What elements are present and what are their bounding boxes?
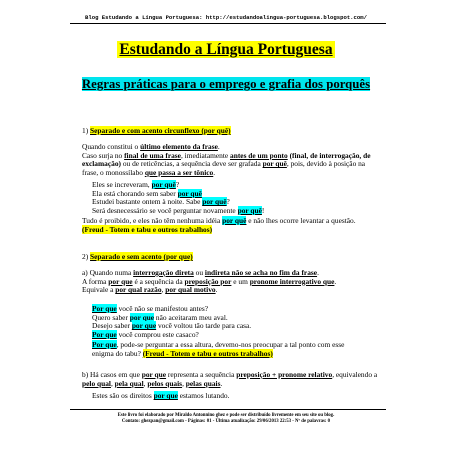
section1-heading: 1) Separado e com acento circunflexo (por quê) (82, 126, 231, 135)
page-subtitle: Regras práticas para o emprego e grafia dos porquês (81, 77, 371, 91)
list-item: Quero saber por que não aceitaram meu aval. (92, 312, 228, 322)
page-title: Estudando a Língua Portuguesa (119, 41, 333, 58)
section2-item-b: b) Há casos em que por que representa a sequência preposição + pronome relativo, equivalendo a pelo qual, pela qual, pelos quais, pelas quais. Estes são os direitos por que estamos lutando. (82, 370, 378, 401)
section2-heading: 2) Separado e sem acento (por que) (82, 252, 193, 261)
section2-item-a: a) Quando numa interrogação direta ou indireta não se acha no fim da frase. A forma por que é a sequência da preposição por e um pronome interrogativo que. Equivale a por qual razão, por qual motivo. (82, 268, 337, 295)
footer-line-2: Contato: ghezpan@gmail.com - Páginas: 01 - Última atualização: 29/06/2013 22:53 - Nº de palavras: 0 (121, 419, 331, 424)
footer-line-1: Este livro foi elaborado por Miraldo Antonnino ghez e pode ser distribuído livremente em seu site ou blog. (117, 413, 335, 418)
section1-paragraph: Quando constitui o último elemento da frase. Caso surja no final de uma frase, imediatamente antes de um ponto (final, de interrogação, de exclamação) ou de reticências, a sequência deve ser grafada por quê, pois, devido à posição na frase, o monossílabo que passa a ser tônico. (82, 142, 371, 177)
header-rule (70, 23, 386, 24)
footer (64, 413, 388, 425)
section1-examples (82, 181, 264, 215)
blog-header-url[interactable]: Blog Estudando a Língua Portuguesa: http://estudandoalingua-portuguesa.blogspot.com/ (85, 14, 367, 21)
list-item: Por que você não se manifestou antes? (92, 304, 209, 313)
section1-quote: Tudo é proibido, e eles não têm nenhuma idéia por quê e não lhes ocorre levantar a questão. (Freud - Totem e tabu e outros trabalhos) (82, 216, 356, 234)
section2-examples (82, 305, 251, 339)
section2-quote: Por que, pode-se perguntar a essa altura, devemo-nos preocupar a tal ponto com esse enigma do tabu? (Freud - Totem e tabu e outros trabalhos) (92, 340, 345, 358)
footer-rule (70, 409, 386, 410)
list-item: Será desnecessário se você perguntar novamente por quê! (92, 205, 265, 215)
list-item: Desejo saber por que você voltou tão tarde para casa. (92, 321, 252, 331)
list-item: Por que você comprou este casaco? (92, 329, 199, 339)
list-item: Ela está chorando sem saber por quê (92, 188, 202, 198)
list-item: Eles se increveram, por quê? (92, 180, 180, 189)
list-item: Estudei bastante ontem à noite. Sabe por quê? (92, 197, 230, 207)
